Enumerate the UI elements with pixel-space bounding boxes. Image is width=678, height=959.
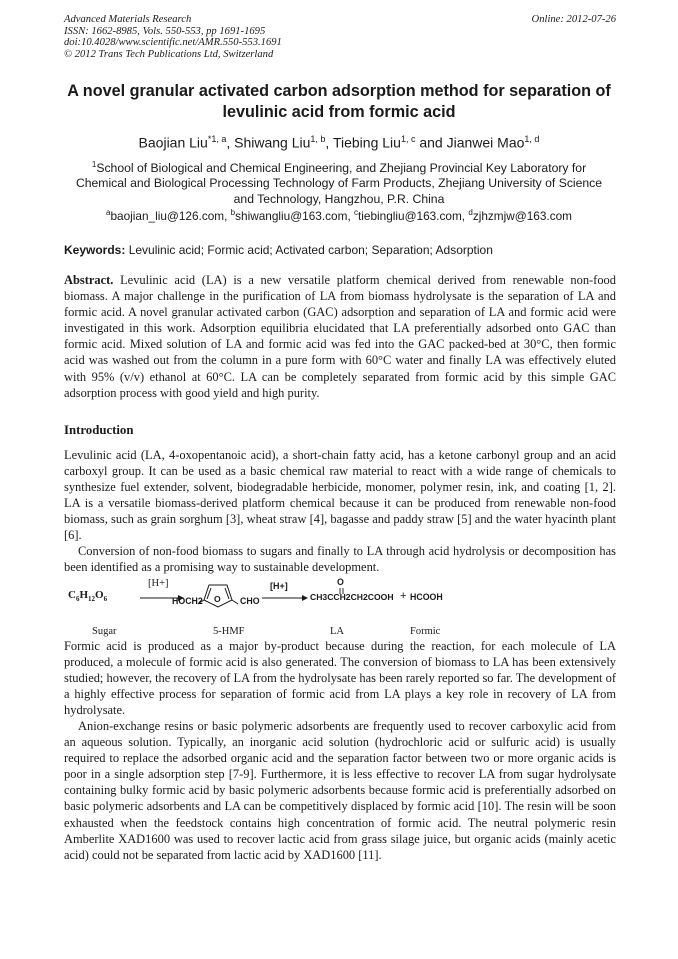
email-address[interactable]: baojian_liu@126.com	[110, 208, 225, 223]
carbonyl-oxygen: O	[337, 577, 344, 587]
doi-line: doi:10.4028/www.scientific.net/AMR.550-553.1691	[64, 37, 282, 49]
title-line-2: levulinic acid from formic acid	[222, 103, 456, 121]
author-affil-mark: 1, d	[524, 134, 540, 144]
label-formic: Formic	[410, 626, 441, 637]
journal-header	[64, 14, 616, 60]
formic-formula: HCOOH	[410, 592, 443, 602]
journal-name: Advanced Materials Research	[64, 14, 192, 25]
keywords-text: Levulinic acid; Formic acid; Activated carbon; Separation; Adsorption	[125, 243, 493, 257]
email-mark: d	[468, 208, 473, 217]
email-mark: a	[106, 208, 111, 217]
label-hmf: 5-HMF	[213, 626, 245, 637]
intro-paragraph-3: Formic acid is produced as a major by-product because during the reaction, for each molecule of LA produced, a molecule of formic acid is also generated. The conversion of biomass to LA has been extensively studied; however, the recovery of LA from the hydrolysate has been rarely reported so far. The development of a highly effective process for separation of formic acid from LA plays a key role in recovery of LA from hydrolysate.	[64, 639, 616, 718]
plus-sign: +	[400, 590, 407, 602]
label-la: LA	[330, 626, 344, 637]
email-address[interactable]: zjhzmjw@163.com	[472, 208, 572, 223]
author-name: Baojian Liu	[138, 134, 208, 151]
arrow-head-2	[302, 595, 308, 601]
author-list	[50, 130, 628, 152]
title-line-1: A novel granular activated carbon adsorption method for separation of	[67, 82, 611, 100]
copyright-line: © 2012 Trans Tech Publications Ltd, Switzerland	[64, 48, 274, 60]
author-affil-mark: 1, b	[310, 134, 326, 144]
hmf-right-group: CHO	[240, 596, 260, 606]
affiliation-mark: 1	[91, 160, 97, 169]
label-sugar: Sugar	[92, 626, 117, 637]
abstract	[64, 272, 616, 401]
issn-line: ISSN: 1662-8985, Vols. 550-553, pp 1691-1695	[64, 25, 266, 37]
online-date: Online: 2012-07-26	[531, 14, 616, 25]
hmf-left-group: HOCH2	[172, 596, 203, 606]
email-address[interactable]: tiebingliu@163.com	[358, 208, 462, 223]
author-separator: ,	[226, 134, 235, 151]
author-affil-mark: *1, a	[207, 134, 227, 144]
author-name: Shiwang Liu	[234, 134, 311, 151]
email-address[interactable]: shiwangliu@163.com	[235, 208, 348, 223]
affiliation-line-2: Chemical and Biological Processing Technology of Farm Products, Zhejiang University of Science	[75, 176, 603, 191]
author-name: Tiebing Liu	[332, 134, 401, 151]
email-mark: c	[354, 208, 358, 217]
paper-title	[50, 81, 628, 123]
intro-paragraph-1: Levulinic acid (LA, 4-oxopentanoic acid), a short-chain fatty acid, has a ketone carbonyl group and an acid carboxyl group. It can be used as a basic chemical raw material to react with a wide range of chemicals to synthesize fuel extender, solvent, biodegradable herbicide, monomer, polymer resin, ink, and coating [1, 2]. LA is a versatile biomass-derived platform chemical because it can be produced from renewable non-food biomass, such as grain sorghum [3], wheat straw [4], bagasse and paddy straw [5] and the water hyacinth plant [6].	[64, 448, 616, 543]
furan-oxygen: O	[214, 594, 221, 604]
author-affil-mark: 1, c	[400, 134, 416, 144]
keywords-label: Keywords:	[64, 243, 126, 257]
author-name: Jianwei Mao	[446, 134, 525, 151]
email-mark: b	[230, 208, 236, 217]
abstract-label: Abstract.	[64, 273, 114, 287]
affiliation-line-3: and Technology, Hangzhou, P.R. China	[233, 191, 445, 206]
affiliation-line-1: School of Biological and Chemical Engineering, and Zhejiang Provincial Key Laboratory for	[96, 161, 587, 176]
affiliation	[56, 157, 622, 207]
author-separator: ,	[325, 134, 333, 151]
intro-paragraph-4: Anion-exchange resins or basic polymeric adsorbents are frequently used to recover carboxylic acid from an aqueous solution. Typically, an inorganic acid solution (hydrochloric acid or sulfuric acid) is usually required to replace the adsorbed organic acid and the separation factor between two or more organic acids is poor in a single adsorption step [7-9]. Furthermore, it is less effective to recover LA from sugar hydrolysate containing bulky formic acid by basic polymeric adsorbents because formic acid is preferentially adsorbed on basic polymeric adsorbents and LA can be competitively displaced by formic acid [10]. The resin will be soon exhausted when the feedstock contains high concentration of formic acid. The neutral polymeric resin Amberlite XAD1600 was used to recover lactic acid from grass silage juice, but organic acids (mainly acetic acid) could not be separated from lactic acid by XAD1600 [11].	[64, 719, 616, 862]
catalyst-label-2: [H+]	[270, 581, 288, 591]
reaction-scheme	[64, 576, 616, 638]
introduction-heading: Introduction	[64, 423, 134, 437]
email-list: $^a$baojian_liu@126.com, $^b$shiwangliu@163.com, $^c$tiebingliu@163.com, $^d$zjhzmjw@163.com	[106, 208, 572, 223]
catalyst-label-1: [H+]	[148, 578, 169, 589]
la-formula: CH3CCH2CH2COOH	[310, 592, 394, 602]
keywords	[64, 243, 616, 258]
sugar-formula: $C_6H_{12}O_6$	[68, 589, 108, 604]
intro-paragraph-2: Conversion of non-food biomass to sugars and finally to LA through acid hydrolysis or decomposition has been identified as a promising way to sustainable development.	[64, 544, 616, 575]
abstract-text: Levulinic acid (LA) is a new versatile platform chemical derived from renewable non-food biomass. A major challenge in the purification of LA from biomass hydrolysate is the separation of LA and formic acid. A novel granular activated carbon (GAC) adsorption and separation of LA and formic acid were investigated in this work. Adsorption equilibria elucidated that LA preferentially adsorbed onto GAC than formic acid. Mixed solution of LA and formic acid was fed into the GAC packed-bed at 30°C, then formic acid was washed out from the column in a pure form with 60°C water and finally LA was effectively eluted with 95% (v/v) ethanol at 60°C. LA can be completely separated from formic acid by this simple GAC adsorption process with good yield and high purity.	[64, 273, 616, 400]
author-and: and	[415, 134, 447, 151]
